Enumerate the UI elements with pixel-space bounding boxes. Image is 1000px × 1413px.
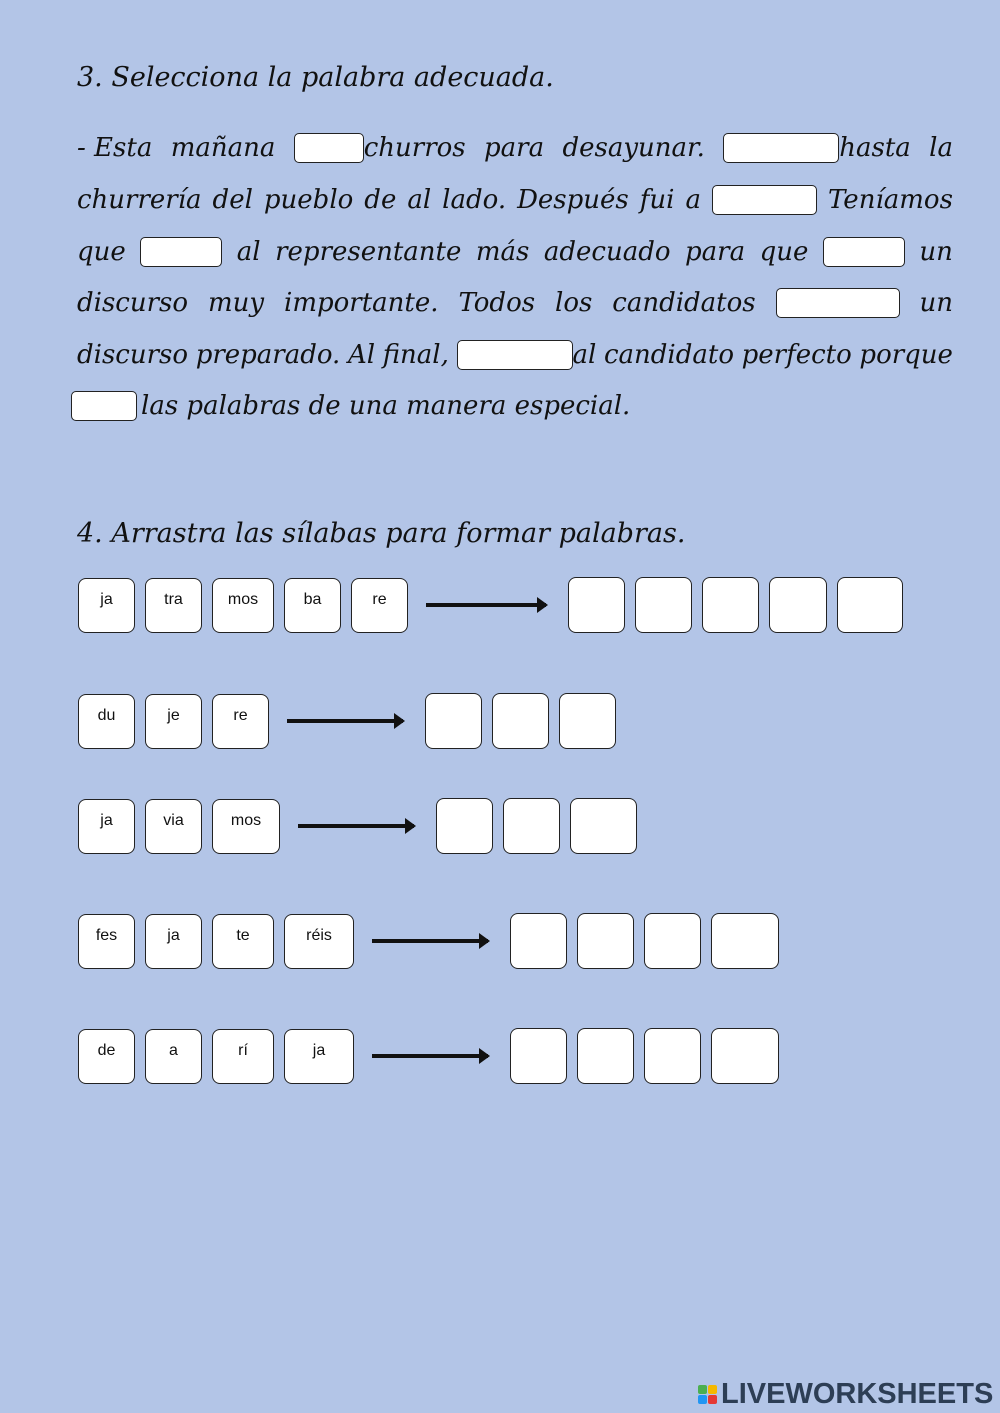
syllable-tile[interactable]: ja bbox=[78, 578, 135, 633]
word: candidatos bbox=[612, 288, 756, 318]
syllable-tile[interactable]: re bbox=[351, 578, 408, 633]
sentence-line-2 bbox=[77, 180, 953, 220]
word: discurso bbox=[77, 340, 189, 370]
word: para bbox=[484, 133, 545, 163]
liveworksheets-logo-icon bbox=[698, 1385, 717, 1404]
word: pueblo bbox=[263, 185, 354, 215]
syllable-tile[interactable]: te bbox=[212, 914, 274, 969]
drop-slot[interactable] bbox=[503, 798, 560, 854]
word: las palabras de una manera especial. bbox=[141, 391, 631, 421]
right-arrow-icon bbox=[426, 603, 546, 607]
word: mañana bbox=[170, 133, 276, 163]
drop-slot[interactable] bbox=[492, 693, 549, 749]
sentence-line-4 bbox=[77, 283, 953, 323]
answer-blank-4[interactable] bbox=[140, 237, 222, 267]
word: porque bbox=[859, 340, 953, 370]
syllable-tile[interactable]: via bbox=[145, 799, 202, 854]
drop-slot[interactable] bbox=[644, 913, 701, 969]
drop-slot[interactable] bbox=[425, 693, 482, 749]
sentence-line-6 bbox=[71, 386, 947, 426]
word: hasta bbox=[839, 133, 911, 163]
syllable-row-2 bbox=[78, 692, 626, 750]
drop-slot[interactable] bbox=[559, 693, 616, 749]
word: para bbox=[685, 237, 746, 267]
drop-slot[interactable] bbox=[577, 1028, 634, 1084]
drop-slot[interactable] bbox=[568, 577, 625, 633]
answer-blank-2[interactable] bbox=[723, 133, 839, 163]
word: preparado. bbox=[195, 340, 341, 370]
drop-slot[interactable] bbox=[635, 577, 692, 633]
syllable-row-5 bbox=[78, 1027, 789, 1085]
brand-name: LIVEWORKSHEETS bbox=[721, 1377, 994, 1410]
word: al bbox=[407, 185, 432, 215]
right-arrow-icon bbox=[287, 719, 403, 723]
exercise-4-heading: 4. Arrastra las sílabas para formar palabras. bbox=[77, 518, 686, 549]
drop-slot[interactable] bbox=[570, 798, 637, 854]
sentence-line-3 bbox=[77, 232, 953, 272]
word: Teníamos bbox=[827, 185, 953, 215]
word: fui bbox=[639, 185, 675, 215]
word: desayunar. bbox=[562, 133, 705, 163]
word: - Esta bbox=[77, 133, 153, 163]
word: un bbox=[919, 288, 953, 318]
word: lado. bbox=[442, 185, 507, 215]
right-arrow-icon bbox=[298, 824, 414, 828]
syllable-tile[interactable]: ba bbox=[284, 578, 341, 633]
word: Después bbox=[517, 185, 629, 215]
syllable-tile[interactable]: de bbox=[78, 1029, 135, 1084]
drop-slot[interactable] bbox=[436, 798, 493, 854]
answer-blank-7[interactable] bbox=[457, 340, 573, 370]
word: churros bbox=[363, 133, 466, 163]
drop-slot[interactable] bbox=[510, 913, 567, 969]
answer-blank-6[interactable] bbox=[776, 288, 900, 318]
answer-blank-3[interactable] bbox=[712, 185, 817, 215]
blank-group bbox=[457, 340, 597, 370]
syllable-tile[interactable]: réis bbox=[284, 914, 354, 969]
word: perfecto bbox=[741, 340, 852, 370]
word: discurso bbox=[77, 288, 189, 318]
word: candidato bbox=[603, 340, 734, 370]
word: que bbox=[77, 237, 126, 267]
answer-blank-8[interactable] bbox=[71, 391, 137, 421]
syllable-row-4 bbox=[78, 912, 789, 970]
syllable-tile[interactable]: du bbox=[78, 694, 135, 749]
drop-slot[interactable] bbox=[577, 913, 634, 969]
word: al bbox=[236, 237, 261, 267]
word: adecuado bbox=[543, 237, 671, 267]
word: los bbox=[555, 288, 593, 318]
answer-blank-5[interactable] bbox=[823, 237, 905, 267]
syllable-row-1 bbox=[78, 576, 913, 634]
syllable-tile[interactable]: re bbox=[212, 694, 269, 749]
drop-slot[interactable] bbox=[510, 1028, 567, 1084]
word: churrería bbox=[77, 185, 202, 215]
drop-slot[interactable] bbox=[702, 577, 759, 633]
blank-group bbox=[294, 133, 466, 163]
drop-slot[interactable] bbox=[769, 577, 827, 633]
drop-slot[interactable] bbox=[711, 1028, 779, 1084]
sentence-line-1 bbox=[77, 128, 953, 168]
syllable-tile[interactable]: mos bbox=[212, 578, 274, 633]
syllable-tile[interactable]: mos bbox=[212, 799, 280, 854]
blank-group bbox=[723, 133, 911, 163]
syllable-tile[interactable]: je bbox=[145, 694, 202, 749]
syllable-tile[interactable]: a bbox=[145, 1029, 202, 1084]
word: importante. bbox=[284, 288, 439, 318]
answer-blank-1[interactable] bbox=[294, 133, 364, 163]
word: que bbox=[759, 237, 809, 267]
word: la bbox=[929, 133, 953, 163]
syllable-tile[interactable]: ja bbox=[78, 799, 135, 854]
syllable-tile[interactable]: ja bbox=[284, 1029, 354, 1084]
syllable-row-3 bbox=[78, 797, 647, 855]
word: un bbox=[919, 237, 953, 267]
word: final, bbox=[382, 340, 449, 370]
right-arrow-icon bbox=[372, 939, 488, 943]
liveworksheets-logo bbox=[698, 1377, 993, 1411]
drop-slot[interactable] bbox=[644, 1028, 701, 1084]
right-arrow-icon bbox=[372, 1054, 488, 1058]
drop-slot[interactable] bbox=[837, 577, 903, 633]
drop-slot[interactable] bbox=[711, 913, 779, 969]
word: Todos bbox=[458, 288, 536, 318]
word: al bbox=[572, 340, 597, 370]
word: a bbox=[685, 185, 701, 215]
word: de bbox=[364, 185, 397, 215]
syllable-tile[interactable]: tra bbox=[145, 578, 202, 633]
exercise-3-heading: 3. Selecciona la palabra adecuada. bbox=[77, 62, 554, 93]
word: muy bbox=[207, 288, 265, 318]
syllable-tile[interactable]: fes bbox=[78, 914, 135, 969]
syllable-tile[interactable]: ja bbox=[145, 914, 202, 969]
word: del bbox=[212, 185, 253, 215]
word: más bbox=[475, 237, 530, 267]
sentence-line-5 bbox=[77, 335, 953, 375]
syllable-tile[interactable]: rí bbox=[212, 1029, 274, 1084]
word: representante bbox=[275, 237, 462, 267]
word: Al bbox=[347, 340, 376, 370]
